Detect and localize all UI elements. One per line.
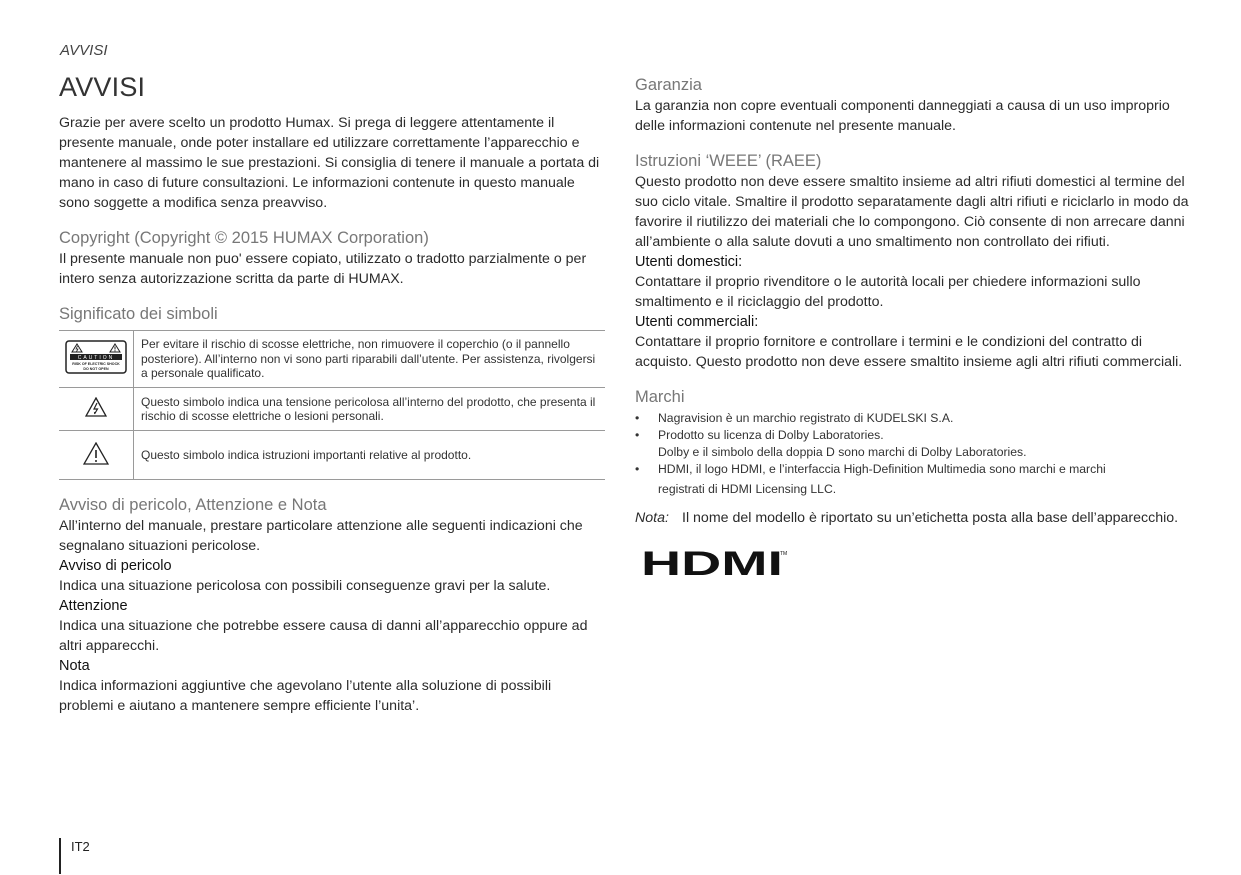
warnings-intro: All’interno del manuale, prestare particolare attenzione alle seguenti indicazioni che segnalano situazioni pericolose. bbox=[59, 518, 583, 554]
model-note bbox=[635, 508, 1195, 528]
hdmi-logo-text: HDMI bbox=[641, 546, 783, 580]
symbols-heading: Significato dei simboli bbox=[59, 305, 218, 323]
marchi-item-text-2: registrati di HDMI Licensing LLC. bbox=[658, 482, 837, 496]
danger-text: Indica una situazione pericolosa con possibili conseguenze gravi per la salute. bbox=[59, 578, 551, 594]
warnings-heading: Avviso di pericolo, Attenzione e Nota bbox=[59, 496, 327, 514]
copyright-text: Il presente manuale non puo' essere copiato, utilizzato o tradotto parzialmente o per intero senza autorizzazione scritta da parte di HUMAX. bbox=[59, 251, 587, 287]
bullet-icon: • bbox=[635, 462, 640, 476]
caution-label-text: CAUTION bbox=[77, 355, 115, 362]
marchi-item-text-2: Dolby e il simbolo della doppia D sono marchi di Dolby Laboratories. bbox=[658, 445, 1027, 459]
hdmi-logo bbox=[641, 546, 1195, 585]
hdmi-logo-icon bbox=[641, 546, 791, 580]
symbols-row-text: Questo simbolo indica una tensione pericolosa all’interno del prodotto, che presenta il rischio di scosse elettriche o lesioni personali. bbox=[134, 388, 606, 431]
hdmi-tm: TM bbox=[780, 551, 788, 557]
commerciali-text: Contattare il proprio fornitore e controllare i termini e le condizioni del contratto di acquisto. Questo prodotto non deve essere smaltito insieme agli altri rifiuti commerciali. bbox=[635, 334, 1183, 370]
list-item bbox=[635, 461, 1195, 498]
note-text: Il nome del modello è riportato su un’etichetta posta alla base dell’apparecchio. bbox=[682, 510, 1179, 526]
list-item bbox=[635, 427, 1195, 461]
right-column bbox=[635, 74, 1195, 585]
caution-label-line1: RISK OF ELECTRIC SHOCK bbox=[72, 362, 120, 367]
list-item bbox=[635, 410, 1195, 427]
caution-title: Attenzione bbox=[59, 598, 128, 614]
garanzia-text: La garanzia non copre eventuali componenti danneggiati a causa di un uso improprio delle informazioni contenute nel presente manuale. bbox=[635, 98, 1170, 134]
page-marker-bar bbox=[59, 838, 61, 874]
symbols-table bbox=[59, 330, 605, 480]
symbols-row-caution bbox=[59, 331, 605, 388]
lightning-warning-icon bbox=[85, 397, 107, 417]
marchi-list bbox=[635, 410, 1195, 498]
page-number: IT2 bbox=[71, 839, 90, 854]
weee-heading: Istruzioni ‘WEEE’ (RAEE) bbox=[635, 152, 822, 170]
marchi-item-text: HDMI, il logo HDMI, e l’interfaccia High-Definition Multimedia sono marchi e marchi bbox=[658, 462, 1106, 476]
note-label: Nota: bbox=[635, 510, 669, 526]
bullet-icon: • bbox=[635, 428, 640, 442]
exclamation-warning-icon bbox=[83, 442, 109, 465]
bullet-icon: • bbox=[635, 411, 640, 425]
left-column bbox=[59, 72, 605, 716]
danger-title: Avviso di pericolo bbox=[59, 558, 172, 574]
marchi-item-text: Nagravision è un marchio registrato di KUDELSKI S.A. bbox=[658, 411, 954, 425]
caution-text: Indica una situazione che potrebbe essere causa di danni all’apparecchio oppure ad altri apparecchi. bbox=[59, 618, 588, 654]
symbols-row-voltage bbox=[59, 388, 605, 431]
copyright-heading: Copyright (Copyright © 2015 HUMAX Corporation) bbox=[59, 229, 429, 247]
commerciali-title: Utenti commerciali: bbox=[635, 314, 759, 330]
caution-label-icon bbox=[65, 340, 127, 374]
marchi-item-text: Prodotto su licenza di Dolby Laboratories. bbox=[658, 428, 884, 442]
symbols-row-instructions bbox=[59, 431, 605, 480]
page-title: AVVISI bbox=[59, 72, 146, 102]
symbols-row-text: Questo simbolo indica istruzioni importanti relative al prodotto. bbox=[134, 431, 606, 480]
running-header: AVVISI bbox=[60, 42, 108, 59]
intro-paragraph: Grazie per avere scelto un prodotto Humax. Si prega di leggere attentamente il presente manuale, onde poter installare ed utilizzare correttamente l’apparecchio e mantenere al massimo le sue prestazioni. Si consiglia di tenere il manuale a portata di mano in caso di future consultazioni. Le informazioni contenute in questo manuale sono soggette a modifica senza preavviso. bbox=[59, 115, 600, 211]
garanzia-heading: Garanzia bbox=[635, 76, 702, 94]
weee-text: Questo prodotto non deve essere smaltito insieme ad altri rifiuti domestici al termine del suo ciclo vitale. Smaltire il prodotto separatamente dagli altri rifiuti e riciclarlo in modo da favorire il riutilizzo dei materiali che lo compongono. Ciò consente di non arrecare danni all’ambiente o alla salute dovuti a uno smaltimento non controllato dei rifiuti. bbox=[635, 174, 1189, 250]
marchi-heading: Marchi bbox=[635, 388, 685, 406]
symbols-row-text: Per evitare il rischio di scosse elettriche, non rimuovere il coperchio (o il pannello posteriore). All’interno non vi sono parti riparabili dall’utente. Per assistenza, rivolgersi a personale qualificato. bbox=[134, 331, 606, 388]
domestici-text: Contattare il proprio rivenditore o le autorità locali per chiedere informazioni sullo smaltimento e il riciclaggio del prodotto. bbox=[635, 274, 1141, 310]
caution-label-line2: DO NOT OPEN bbox=[83, 367, 109, 372]
note-title: Nota bbox=[59, 658, 90, 674]
note-text: Indica informazioni aggiuntive che agevolano l’utente alla soluzione di possibili problemi e aiutano a mantenere sempre efficiente l’unita’. bbox=[59, 678, 552, 714]
domestici-title: Utenti domestici: bbox=[635, 254, 743, 270]
